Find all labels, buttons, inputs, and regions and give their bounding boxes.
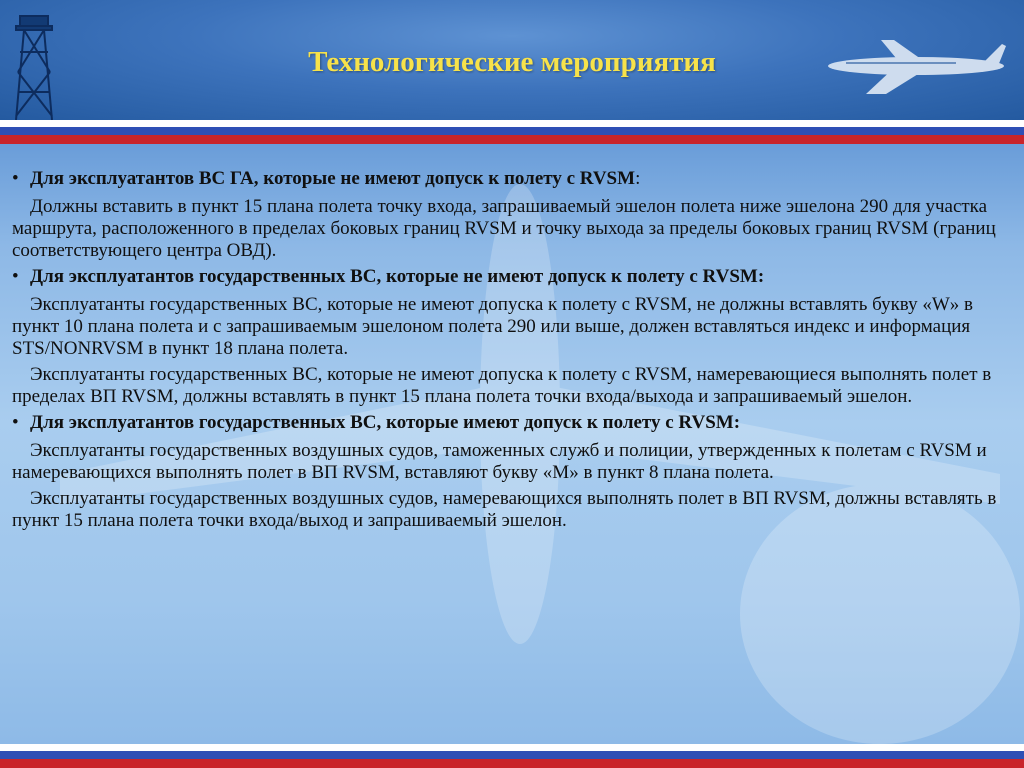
slide-body xyxy=(12,168,1012,536)
section-heading: Для эксплуатантов государственных ВС, которые имеют допуск к полету с RVSM: xyxy=(30,412,741,433)
body-paragraph: Эксплуатанты государственных воздушных судов, намеревающихся выполнять полет в ВП RVSM, должны вставлять в пункт 15 плана полета точки входа/выход и запрашиваемый эшелон. xyxy=(12,488,997,531)
bullet-icon: • xyxy=(12,168,19,189)
page-title: Технологические мероприятия xyxy=(308,46,716,78)
body-paragraph: Должны вставить в пункт 15 плана полета точку входа, запрашиваемый эшелон полета ниже эшелона 290 для участка маршрута, расположенного в пределах боковых границ RVSM и точку выхода за пределы боковых границ RVSM (границ соответствующего центра ОВД). xyxy=(12,196,996,261)
section-heading: Для эксплуатантов государственных ВС, которые не имеют допуск к полету с RVSM: xyxy=(30,266,765,287)
body-paragraph: Эксплуатанты государственных ВС, которые не имеют допуска к полету с RVSM, не должны вставлять букву «W» в пункт 10 плана полета и с запрашиваемым эшелоном полета 290 или выше, должен вставляться индекс и информация STS/NONRVSM в пункт 18 плана полета. xyxy=(12,294,974,359)
tricolor-stripe-top xyxy=(0,120,1024,144)
bullet-icon: • xyxy=(12,412,19,433)
body-paragraph: Эксплуатанты государственных воздушных судов, таможенных служб и полиции, утвержденных к полетам с RVSM и намеревающихся выполнять полет в ВП RVSM, вставляют букву «М» в пункт 8 плана полета. xyxy=(12,440,987,483)
bullet-icon: • xyxy=(12,266,19,287)
slide-header xyxy=(0,0,1024,120)
bullet-section xyxy=(12,168,1012,190)
tricolor-stripe-bottom xyxy=(0,744,1024,768)
section-heading: Для эксплуатантов ВС ГА, которые не имеют допуск к полету с RVSM: xyxy=(30,168,641,189)
airplane-icon xyxy=(806,36,1006,96)
bullet-section xyxy=(12,412,1012,434)
bullet-section xyxy=(12,266,1012,288)
body-paragraph: Эксплуатанты государственных ВС, которые не имеют допуска к полету с RVSM, намеревающиеся выполнять полет в пределах ВП RVSM, должны вставлять в пункт 15 плана полета точки входа/выхода и запрашиваемый эшелон. xyxy=(12,364,992,407)
